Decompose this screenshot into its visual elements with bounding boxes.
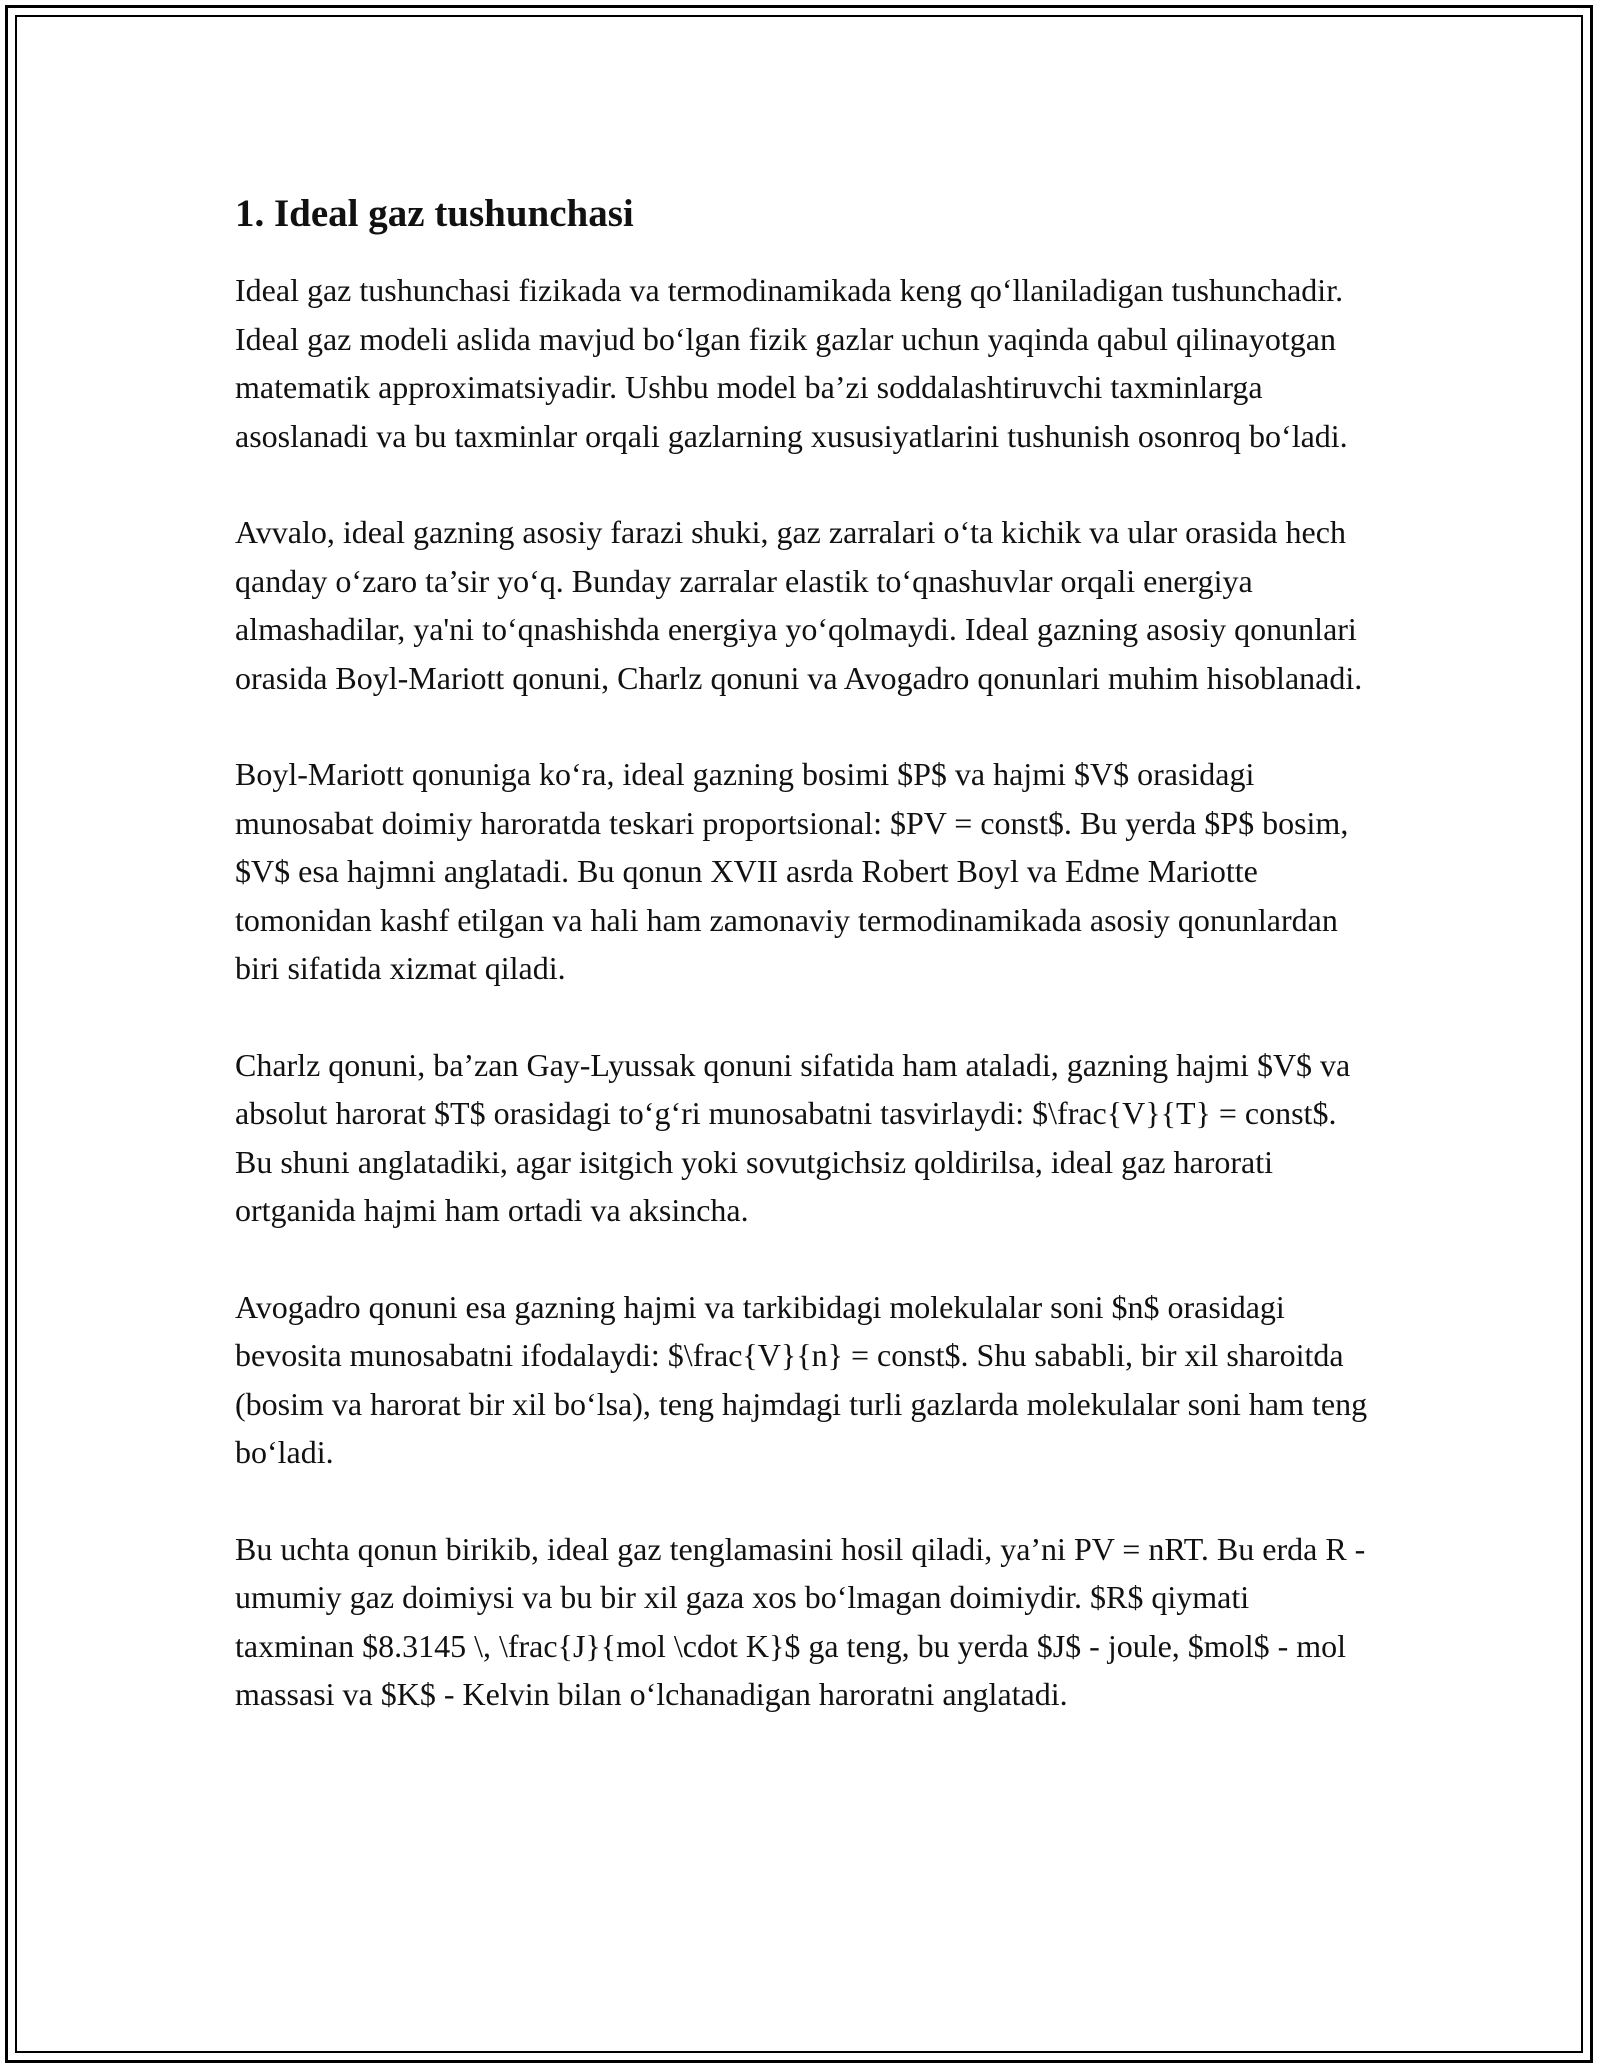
- paragraph-assumptions: Avvalo, ideal gazning asosiy farazi shuki, gaz zarralari o‘ta kichik va ular orasida hech qanday o‘zaro ta’sir yo‘q. Bunday zarralar elastik to‘qnashuvlar orqali energiya almashadilar, ya'ni to‘qnashishda energiya yo‘qolmaydi. Ideal gazning asosiy qonunlari orasida Boyl-Mariott qonuni, Charlz qonuni va Avogadro qonunlari muhim hisoblanadi.: [235, 514, 1363, 696]
- paragraph-avogadro: Avogadro qonuni esa gazning hajmi va tarkibidagi molekulalar soni $n$ orasidagi bevosita munosabatni ifodalaydi: $\frac{V}{n} = const$. Shu sababli, bir xil sharoitda (bosim va harorat bir xil bo‘lsa), teng hajmdagi turli gazlarda molekulalar soni ham teng bo‘ladi.: [235, 1288, 1368, 1470]
- paragraph-ideal-gas-equation: Bu uchta qonun birikib, ideal gaz tenglamasini hosil qiladi, ya’ni PV = nRT. Bu erda R - umumiy gaz doimiysi va bu bir xil gaza xos bo‘lmagan doimiydir. $R$ qiymati taxminan $8.3145 \, \frac{J}{mol \cdot K}$ ga teng, bu yerda $J$ - joule, $mol$ - mol massasi va $K$ - Kelvin bilan o‘lchanadigan haroratni anglatadi.: [235, 1530, 1366, 1712]
- paragraph-intro: Ideal gaz tushunchasi fizikada va termodinamikada keng qo‘llaniladigan tushunchadir. Ideal gaz modeli aslida mavjud bo‘lgan fizik gazlar uchun yaqinda qabul qilinayotgan matematik approximatsiyadir. Ushbu model ba’zi soddalashtiruvchi taxminlarga asoslanadi va bu taxminlar orqali gazlarning xususiyatlarini tushunish osonroq bo‘ladi.: [235, 272, 1348, 454]
- paragraph-charles: Charlz qonuni, ba’zan Gay-Lyussak qonuni sifatida ham ataladi, gazning hajmi $V$ va absolut harorat $T$ orasidagi to‘g‘ri munosabatni tasvirlaydi: $\frac{V}{T} = const$. Bu shuni anglatadiki, agar isitgich yoki sovutgichsiz qoldirilsa, ideal gaz harorati ortganida hajmi ham ortadi va aksincha.: [235, 1046, 1351, 1228]
- document-body: [235, 188, 1370, 1767]
- paragraph-boyle-mariotte: Boyl-Mariott qonuniga ko‘ra, ideal gazning bosimi $P$ va hajmi $V$ orasidagi munosabat doimiy haroratda teskari proportsional: $PV = const$. Bu yerda $P$ bosim, $V$ esa hajmni anglatadi. Bu qonun XVII asrda Robert Boyl va Edme Mariotte tomonidan kashf etilgan va hali ham zamonaviy termodinamikada asosiy qonunlardan biri sifatida xizmat qiladi.: [235, 756, 1349, 986]
- section-heading: 1. Ideal gaz tushunchasi: [235, 192, 634, 235]
